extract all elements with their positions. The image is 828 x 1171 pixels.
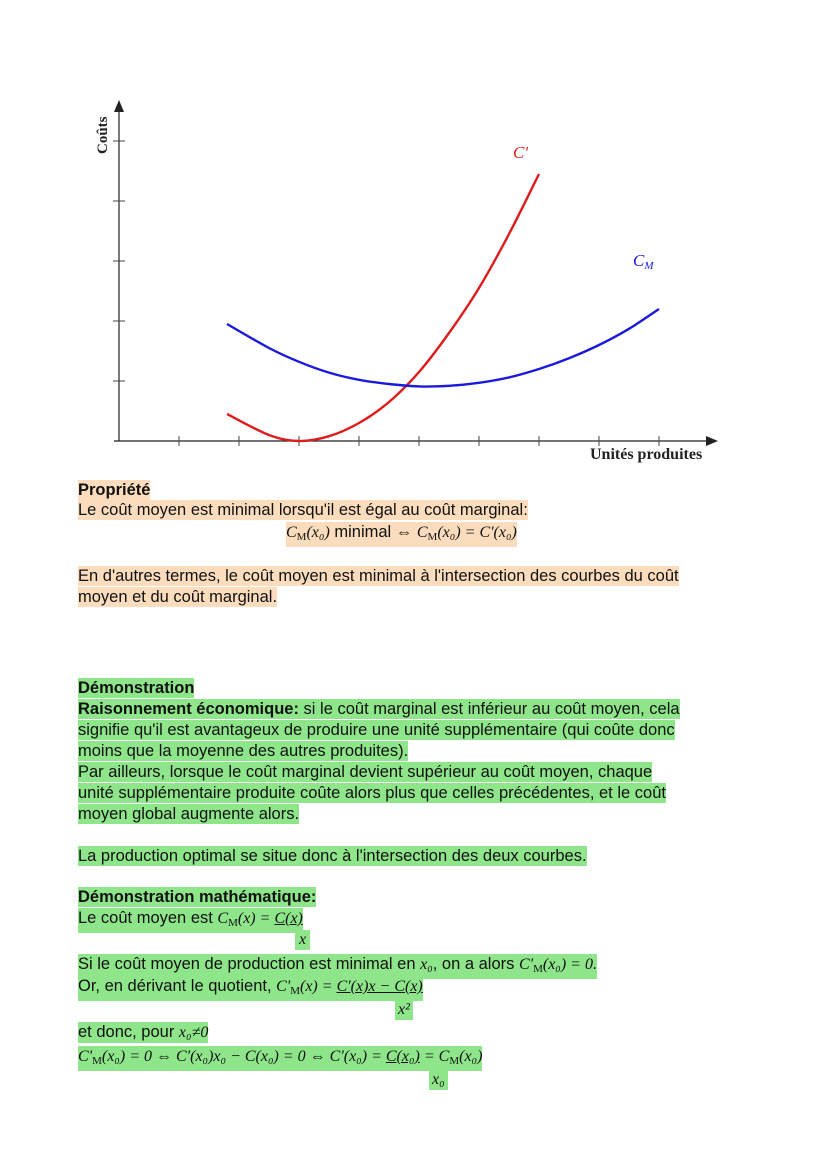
math-line3-m: M: [290, 985, 300, 997]
math-line2-m: M: [533, 963, 543, 975]
demo-eco-line6: moyen global augmente alors.: [78, 805, 300, 823]
math-line2-cp: C': [518, 956, 534, 973]
demo-math-line4: [78, 1022, 208, 1043]
math-line5-eq2: = C: [419, 1048, 450, 1065]
math-line3-denominator: x²: [395, 1000, 413, 1020]
demo-eco-line3: moins que la moyenne des autres produites).: [78, 742, 409, 760]
formula-cm2: C: [416, 524, 428, 541]
demo-eco-line5: unité supplémentaire produite coûte alors plus que celles précédentes, et le coût: [78, 784, 666, 802]
marginal-cost-curve: [227, 174, 539, 441]
x-axis-arrow-icon: [706, 436, 718, 446]
math-line5-b: (x₀) = 0 ⇔ C'(x₀)x₀ − C(x₀) = 0 ⇔ C'(x₀) =: [101, 1048, 386, 1065]
math-line5-numerator: C(x₀): [385, 1048, 420, 1065]
average-cost-label-sub: M: [644, 260, 654, 272]
formula-m-sub: M: [296, 531, 307, 543]
cost-curves-figure: [0, 0, 828, 470]
demo-math-title: Démonstration mathématique:: [78, 888, 317, 906]
math-line5-denominator: x₀: [429, 1070, 448, 1090]
formula-arg2: (x₀) = C'(x₀): [437, 524, 517, 541]
math-line5-end: (x₀): [459, 1048, 483, 1065]
demo-eco-line1-rest: si le coût marginal est inférieur au coût moyen, cela: [298, 700, 680, 718]
math-line4-cond: x₀≠0: [178, 1024, 209, 1041]
math-line1-m: M: [228, 917, 238, 929]
math-line2-end: (x₀) = 0.: [542, 956, 597, 973]
math-line5-m: M: [92, 1055, 102, 1067]
average-cost-curve: [227, 309, 659, 387]
propriete-title: Propriété: [78, 481, 151, 499]
y-axis-label: Coûts: [95, 116, 111, 154]
demo-math-line1: [78, 908, 303, 933]
demo-eco-bold: Raisonnement économique:: [78, 700, 299, 718]
math-line3-eq: (x) =: [300, 978, 337, 995]
math-line3-cp: C': [276, 978, 291, 995]
math-line5-m2: M: [449, 1055, 460, 1067]
demo-math-line3: [78, 976, 423, 1001]
math-line1-eq: (x) =: [237, 910, 275, 927]
math-line2-x0: x₀: [420, 956, 433, 973]
demo-math-line5: [78, 1046, 482, 1071]
x-axis: [114, 436, 718, 446]
math-line1-denominator: x: [295, 930, 310, 950]
math-line1-cm: C: [217, 910, 229, 927]
demo-eco-line1: [78, 699, 680, 719]
formula-cm: C: [286, 524, 297, 541]
formula-m2-sub: M: [427, 531, 438, 543]
math-line2-text: Si le coût moyen de production est minimal en: [78, 955, 421, 973]
math-line1-numerator: C(x): [274, 910, 303, 927]
math-line2-mid: , on a alors: [432, 955, 519, 973]
formula-arg: (x₀): [306, 524, 330, 541]
x-axis-label: Unités produites: [590, 446, 703, 463]
formula-minimal: minimal ⇔: [329, 523, 417, 541]
math-line1-text: Le coût moyen est: [78, 909, 218, 927]
propriete-statement: Le coût moyen est minimal lorsqu'il est égal au coût marginal:: [78, 501, 528, 519]
demo-conclusion: La production optimal se situe donc à l'intersection des deux courbes.: [78, 847, 587, 865]
propriete-paragraph-line2: moyen et du coût marginal.: [78, 588, 278, 606]
math-line3-text: Or, en dérivant le quotient,: [78, 977, 277, 995]
demo-title: Démonstration: [78, 679, 195, 697]
math-line4-text: et donc, pour: [78, 1023, 179, 1041]
math-line5-a: C': [78, 1048, 93, 1065]
average-cost-label-main: C: [633, 251, 645, 270]
demo-eco-line4: Par ailleurs, lorsque le coût marginal devient supérieur au coût moyen, chaque: [78, 763, 653, 781]
propriete-paragraph-line1: En d'autres termes, le coût moyen est minimal à l'intersection des courbes du coût: [78, 567, 679, 585]
average-cost-label: [633, 251, 654, 272]
math-line3-numerator: C'(x)x − C(x): [336, 978, 423, 995]
y-axis: [113, 100, 125, 441]
marginal-cost-label: C': [513, 143, 528, 162]
y-axis-arrow-icon: [114, 100, 124, 112]
demo-eco-line2: signifie qu'il est avantageux de produire une unité supplémentaire (qui coûte donc: [78, 721, 675, 739]
propriete-formula: [286, 522, 517, 547]
